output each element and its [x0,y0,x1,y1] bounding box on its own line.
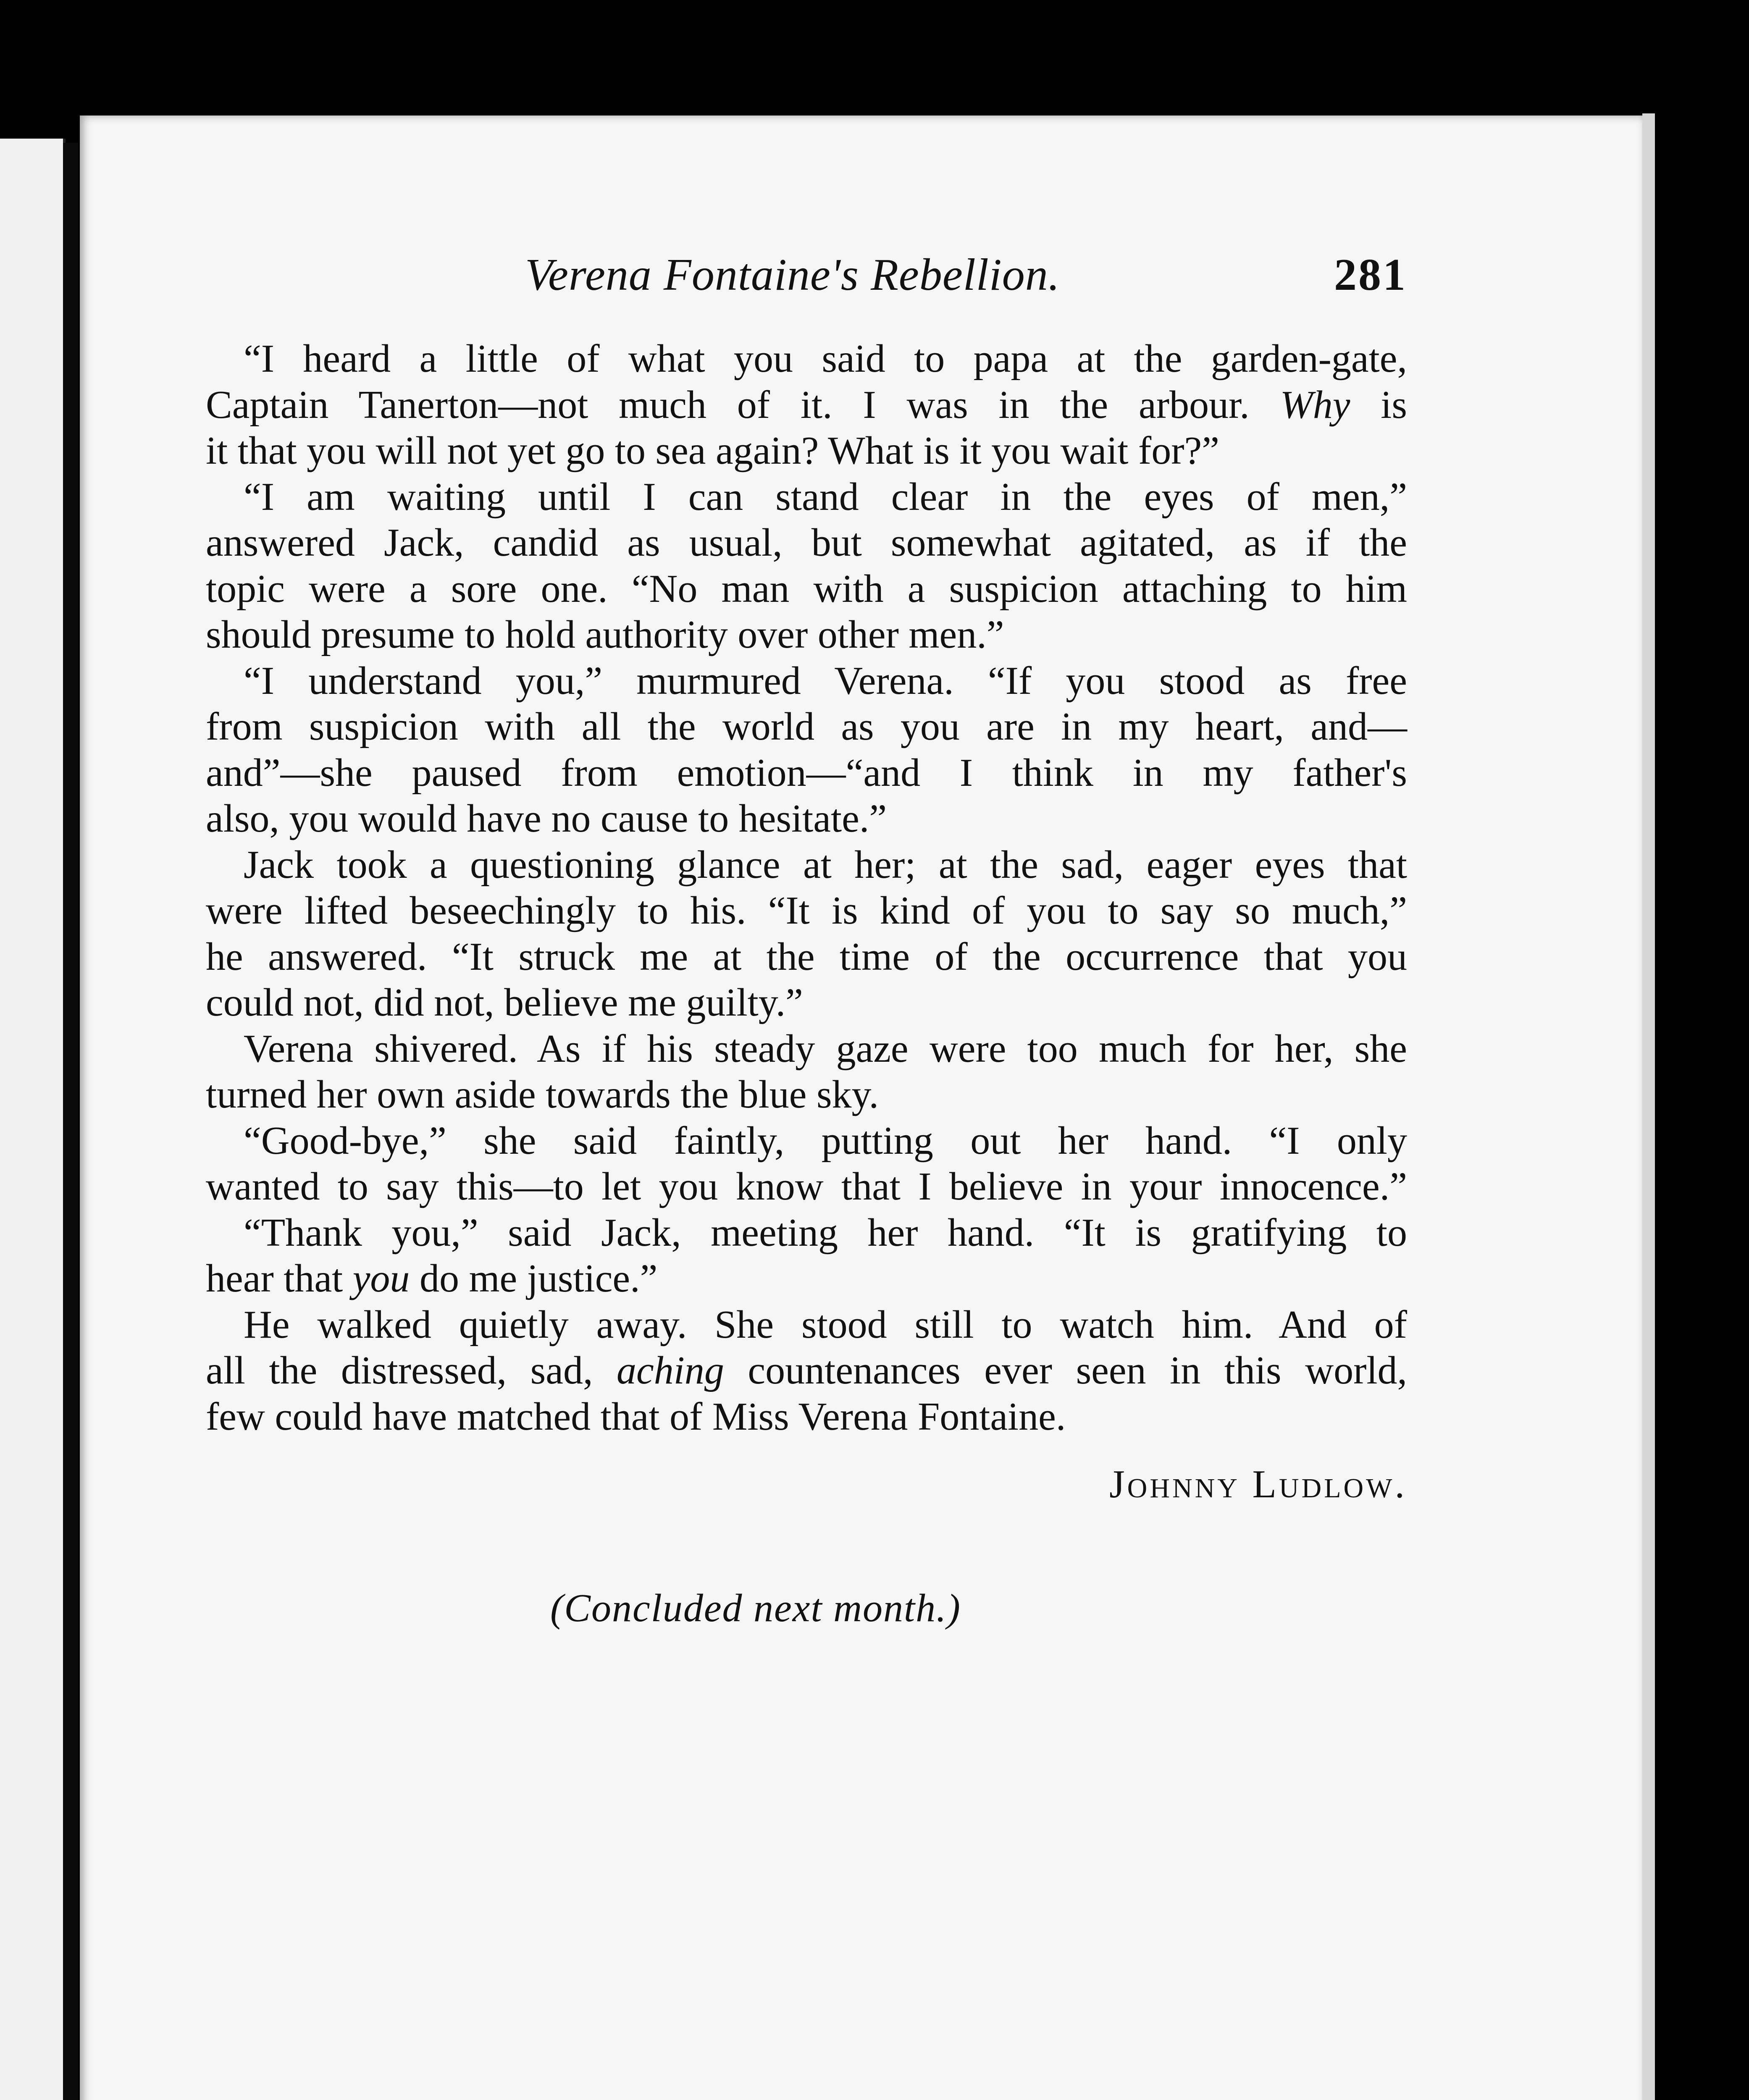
concluded-note: (Concluded next month.) [550,1586,961,1630]
text-line: all the distressed, sad, aching countenances ever seen in this world, [206,1349,1407,1392]
text-line: wanted to say this—to let you know that I believe in your innocence.” [206,1165,1407,1208]
running-title: Verena Fontaine's Rebellion. [525,250,1060,300]
text-line: hear that you do me justice.” [206,1257,658,1300]
text-line: He walked quietly away. She stood still to watch him. And of [244,1302,1407,1347]
page-number: 281 [1334,250,1407,300]
text-line: “Good-bye,” she said faintly, putting out her hand. “I only [244,1118,1407,1163]
text-line: were lifted beseechingly to his. “It is kind of you to say so much,” [206,889,1407,932]
text-line: topic were a sore one. “No man with a suspicion attaching to him [206,567,1407,611]
text-line: turned her own aside towards the blue sky. [206,1073,879,1116]
author-signature: Johnny Ludlow. [1109,1462,1407,1506]
page-edge [1642,113,1655,2100]
book-gutter [63,143,78,2100]
facing-page-edge [0,139,66,2100]
text-line: should presume to hold authority over other men.” [206,613,1004,656]
text-line: could not, did not, believe me guilty.” [206,981,803,1024]
text-line: “I heard a little of what you said to papa at the garden-gate, [244,337,1407,381]
text-line: it that you will not yet go to sea again? What is it you wait for?” [206,429,1219,472]
text-line: also, you would have no cause to hesitate.” [206,797,887,840]
text-line: “I understand you,” murmured Verena. “If you stood as free [244,659,1407,703]
text-line: and”—she paused from emotion—“and I think in my father's [206,751,1407,795]
text-line: Captain Tanerton—not much of it. I was in the arbour. Why is [206,383,1407,427]
text-line: he answered. “It struck me at the time of the occurrence that you [206,934,1407,979]
text-line: few could have matched that of Miss Verena Fontaine. [206,1394,1066,1438]
text-line: Jack took a questioning glance at her; at the sad, eager eyes that [244,843,1407,887]
text-line: “I am waiting until I can stand clear in the eyes of men,” [244,475,1407,519]
body-text [206,336,1407,1440]
text-line: answered Jack, candid as usual, but somewhat agitated, as if the [206,521,1407,564]
text-line: Verena shivered. As if his steady gaze were too much for her, she [244,1026,1407,1071]
text-line: “Thank you,” said Jack, meeting her hand. “It is gratifying to [244,1210,1407,1255]
text-line: from suspicion with all the world as you are in my heart, and— [206,705,1407,748]
